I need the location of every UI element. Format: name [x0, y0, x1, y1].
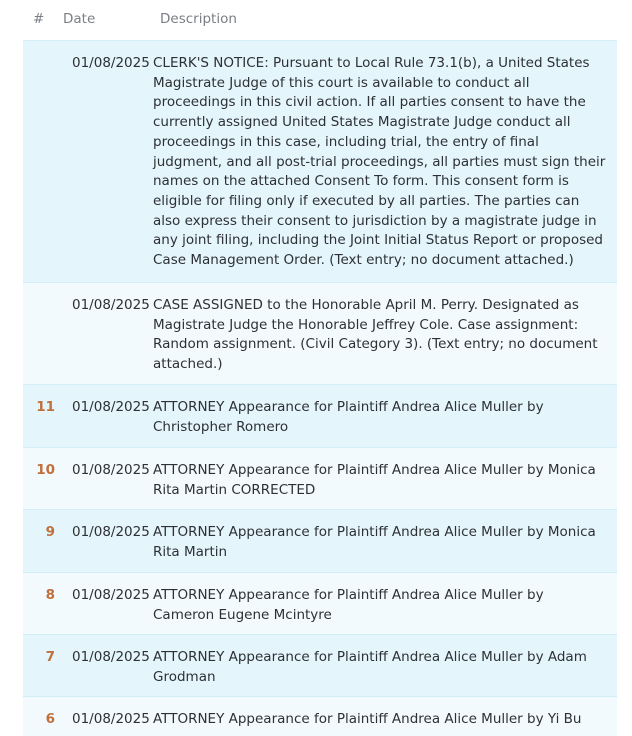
entry-date: 01/08/2025	[72, 55, 150, 71]
entry-date: 01/08/2025	[72, 711, 150, 727]
entry-description: ATTORNEY Appearance for Plaintiff Andrea Alice Muller by Monica Rita Martin	[153, 524, 596, 560]
entry-date: 01/08/2025	[72, 462, 150, 478]
entry-number[interactable]: 7	[45, 649, 55, 665]
docket-entry-row[interactable]	[23, 572, 617, 634]
entry-number[interactable]: 6	[45, 711, 55, 727]
entry-description: ATTORNEY Appearance for Plaintiff Andrea Alice Muller by Cameron Eugene Mcintyre	[153, 587, 544, 623]
entry-description: ATTORNEY Appearance for Plaintiff Andrea Alice Muller by Christopher Romero	[153, 399, 544, 435]
column-header-description[interactable]: Description	[160, 11, 237, 27]
docket-entry-row[interactable]	[23, 509, 617, 572]
entry-number[interactable]: 8	[45, 587, 55, 603]
entry-date: 01/08/2025	[72, 297, 150, 313]
entry-date: 01/08/2025	[72, 524, 150, 540]
table-header	[0, 0, 632, 40]
column-header-date[interactable]: Date	[63, 11, 96, 27]
docket-entry-row[interactable]	[23, 384, 617, 447]
entry-number[interactable]: 11	[36, 399, 55, 415]
entry-description: ATTORNEY Appearance for Plaintiff Andrea Alice Muller by Monica Rita Martin CORRECTED	[153, 462, 596, 498]
entry-number[interactable]: 10	[36, 462, 55, 478]
docket-entry-row[interactable]	[23, 634, 617, 696]
entry-date: 01/08/2025	[72, 399, 150, 415]
entry-date: 01/08/2025	[72, 649, 150, 665]
docket-entry-row[interactable]	[23, 696, 617, 736]
entry-description: CLERK'S NOTICE: Pursuant to Local Rule 73.1(b), a United States Magistrate Judge of this court is available to conduct all proceedings in this civil action. If all parties consent to have the currently assigned United States Magistrate Judge conduct all proceedings in this case, including trial, the entry of final judgment, and all post-trial proceedings, all parties must sign their names on the attached Consent To form. This consent form is eligible for filing only if executed by all parties. The parties can also express their consent to jurisdiction by a magistrate judge in any joint filing, including the Joint Initial Status Report or proposed Case Management Order. (Text entry; no document attached.)	[153, 55, 606, 269]
docket-entry-row[interactable]	[23, 447, 617, 509]
entry-description: ATTORNEY Appearance for Plaintiff Andrea Alice Muller by Yi Bu	[153, 711, 582, 727]
docket-entry-row[interactable]	[23, 40, 617, 282]
docket-table	[23, 40, 617, 736]
entry-number[interactable]: 9	[45, 524, 55, 540]
entry-description: CASE ASSIGNED to the Honorable April M. Perry. Designated as Magistrate Judge the Honorable Jeffrey Cole. Case assignment: Random assignment. (Civil Category 3). (Text entry; no document attached.)	[153, 297, 598, 373]
docket-entry-row[interactable]	[23, 282, 617, 384]
entry-description: ATTORNEY Appearance for Plaintiff Andrea Alice Muller by Adam Grodman	[153, 649, 587, 685]
column-header-number[interactable]: #	[33, 11, 45, 27]
entry-date: 01/08/2025	[72, 587, 150, 603]
